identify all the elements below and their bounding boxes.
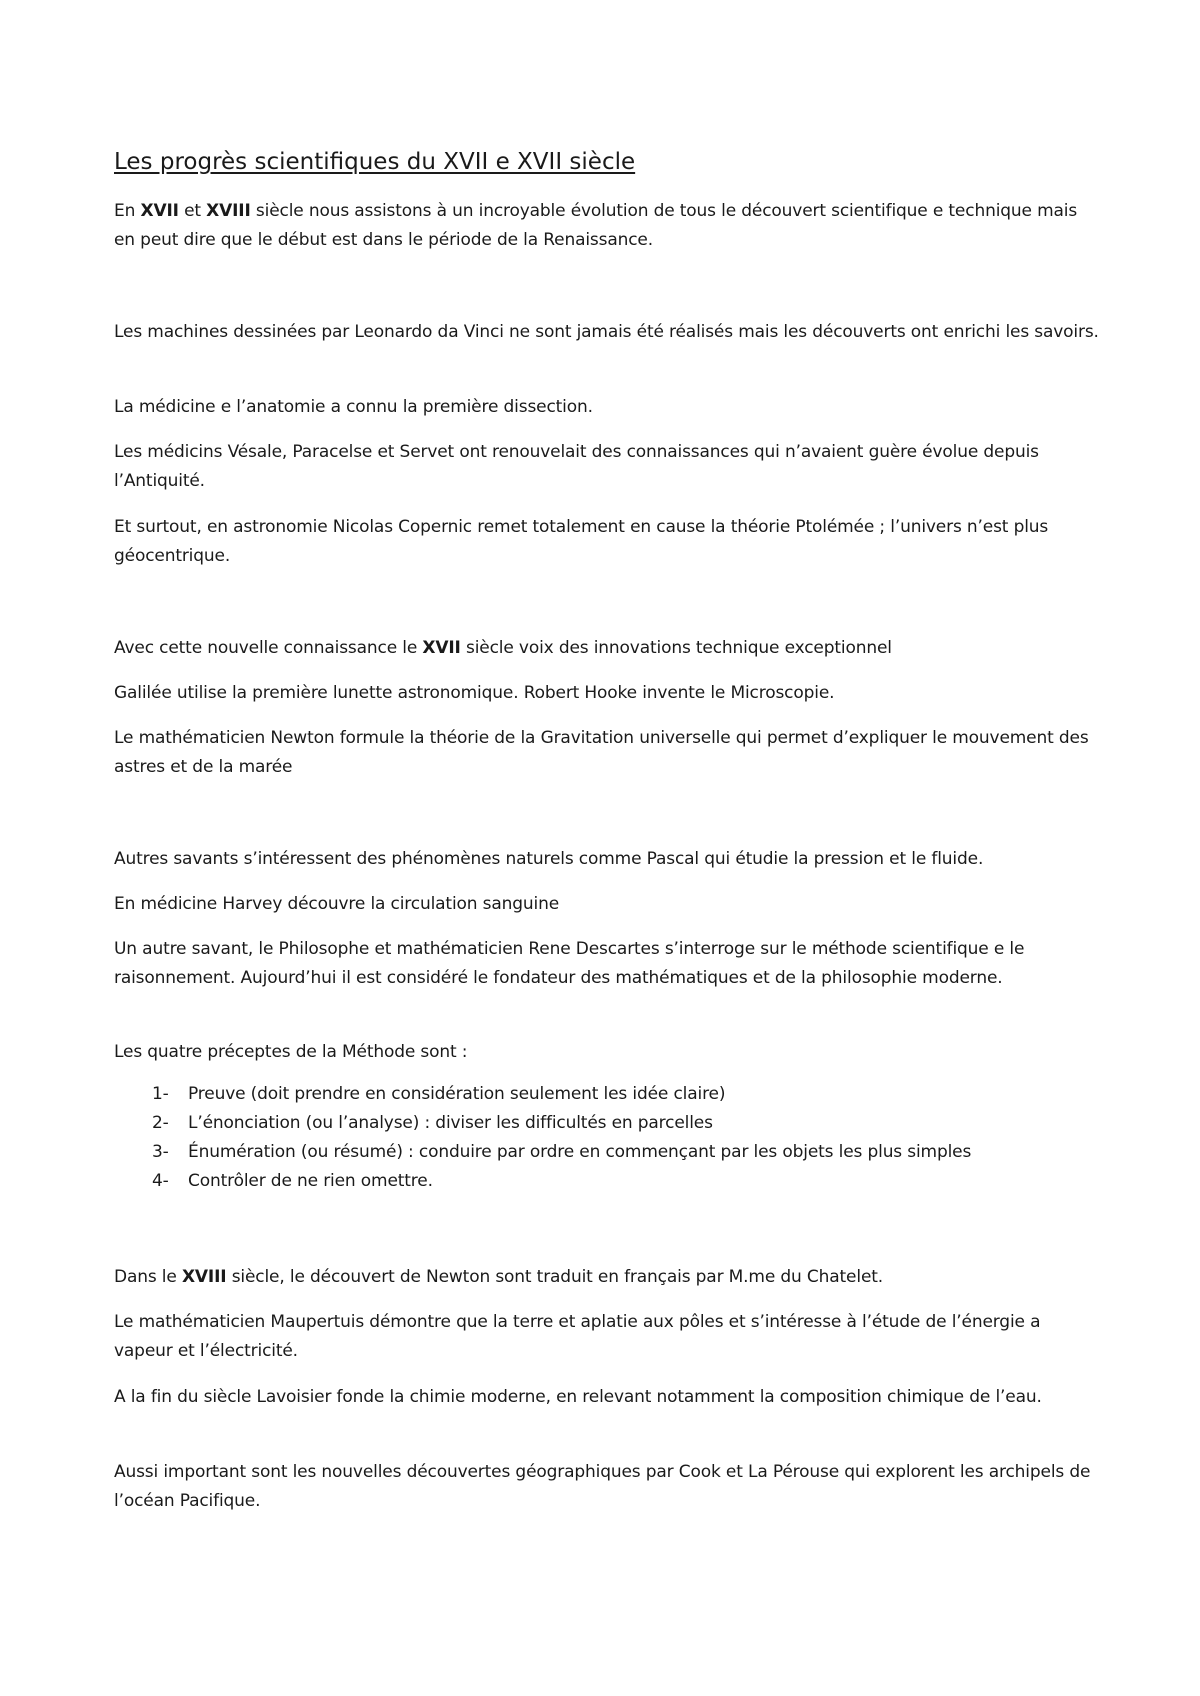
paragraph-medicins: Les médicins Vésale, Paracelse et Servet ont renouvelait des connaissances qui n’avaient guère évolue depuis l’Antiquité. bbox=[114, 442, 1039, 491]
paragraph-copernic: Et surtout, en astronomie Nicolas Copernic remet totalement en cause la théorie Ptolémée ; l’univers n’est plus géocentrique. bbox=[114, 517, 1049, 566]
paragraph-harvey: En médicine Harvey découvre la circulation sanguine bbox=[114, 894, 560, 914]
paragraph-xvii-siecle: Avec cette nouvelle connaissance le XVII siècle voix des innovations technique exceptionnel bbox=[114, 638, 892, 658]
paragraph-descartes: Un autre savant, le Philosophe et mathématicien Rene Descartes s’interroge sur le méthode scientifique e le raisonnement. Aujourd’hui il est considéré le fondateur des mathématiques et de la philosophie moderne. bbox=[114, 939, 1025, 988]
paragraph-pascal: Autres savants s’intéressent des phénomènes naturels comme Pascal qui étudie la pression et le fluide. bbox=[114, 849, 984, 869]
paragraph-maupertuis: Le mathématicien Maupertuis démontre que la terre et aplatie aux pôles et s’intéresse à l’étude de l’énergie a vapeur et l’électricité. bbox=[114, 1312, 1041, 1361]
paragraph-leonardo: Les machines dessinées par Leonardo da Vinci ne sont jamais été réalisés mais les découverts ont enrichi les savoirs. bbox=[114, 322, 1099, 342]
document-title: Les progrès scientifiques du XVII e XVII siècle bbox=[114, 149, 636, 175]
paragraph-intro: En XVII et XVIII siècle nous assistons à un incroyable évolution de tous le découvert scientifique e technique mais en peut dire que le début est dans le période de la Renaissance. bbox=[114, 201, 1078, 250]
paragraph-anatomie: La médicine e l’anatomie a connu la première dissection. bbox=[114, 397, 593, 417]
paragraph-xviii-siecle: Dans le XVIII siècle, le découvert de Newton sont traduit en français par M.me du Chatelet. bbox=[114, 1267, 884, 1287]
paragraph-newton: Le mathématicien Newton formule la théorie de la Gravitation universelle qui permet d’expliquer le mouvement des astres et de la marée bbox=[114, 728, 1089, 777]
paragraph-galilee: Galilée utilise la première lunette astronomique. Robert Hooke invente le Microscopie. bbox=[114, 683, 835, 703]
paragraph-lavoisier: A la fin du siècle Lavoisier fonde la chimie moderne, en relevant notamment la composition chimique de l’eau. bbox=[114, 1387, 1042, 1407]
paragraph-explorations: Aussi important sont les nouvelles découvertes géographiques par Cook et La Pérouse qui explorent les archipels de l’océan Pacifique. bbox=[114, 1462, 1091, 1511]
paragraph-preceptes-intro: Les quatre préceptes de la Méthode sont : bbox=[114, 1042, 468, 1062]
